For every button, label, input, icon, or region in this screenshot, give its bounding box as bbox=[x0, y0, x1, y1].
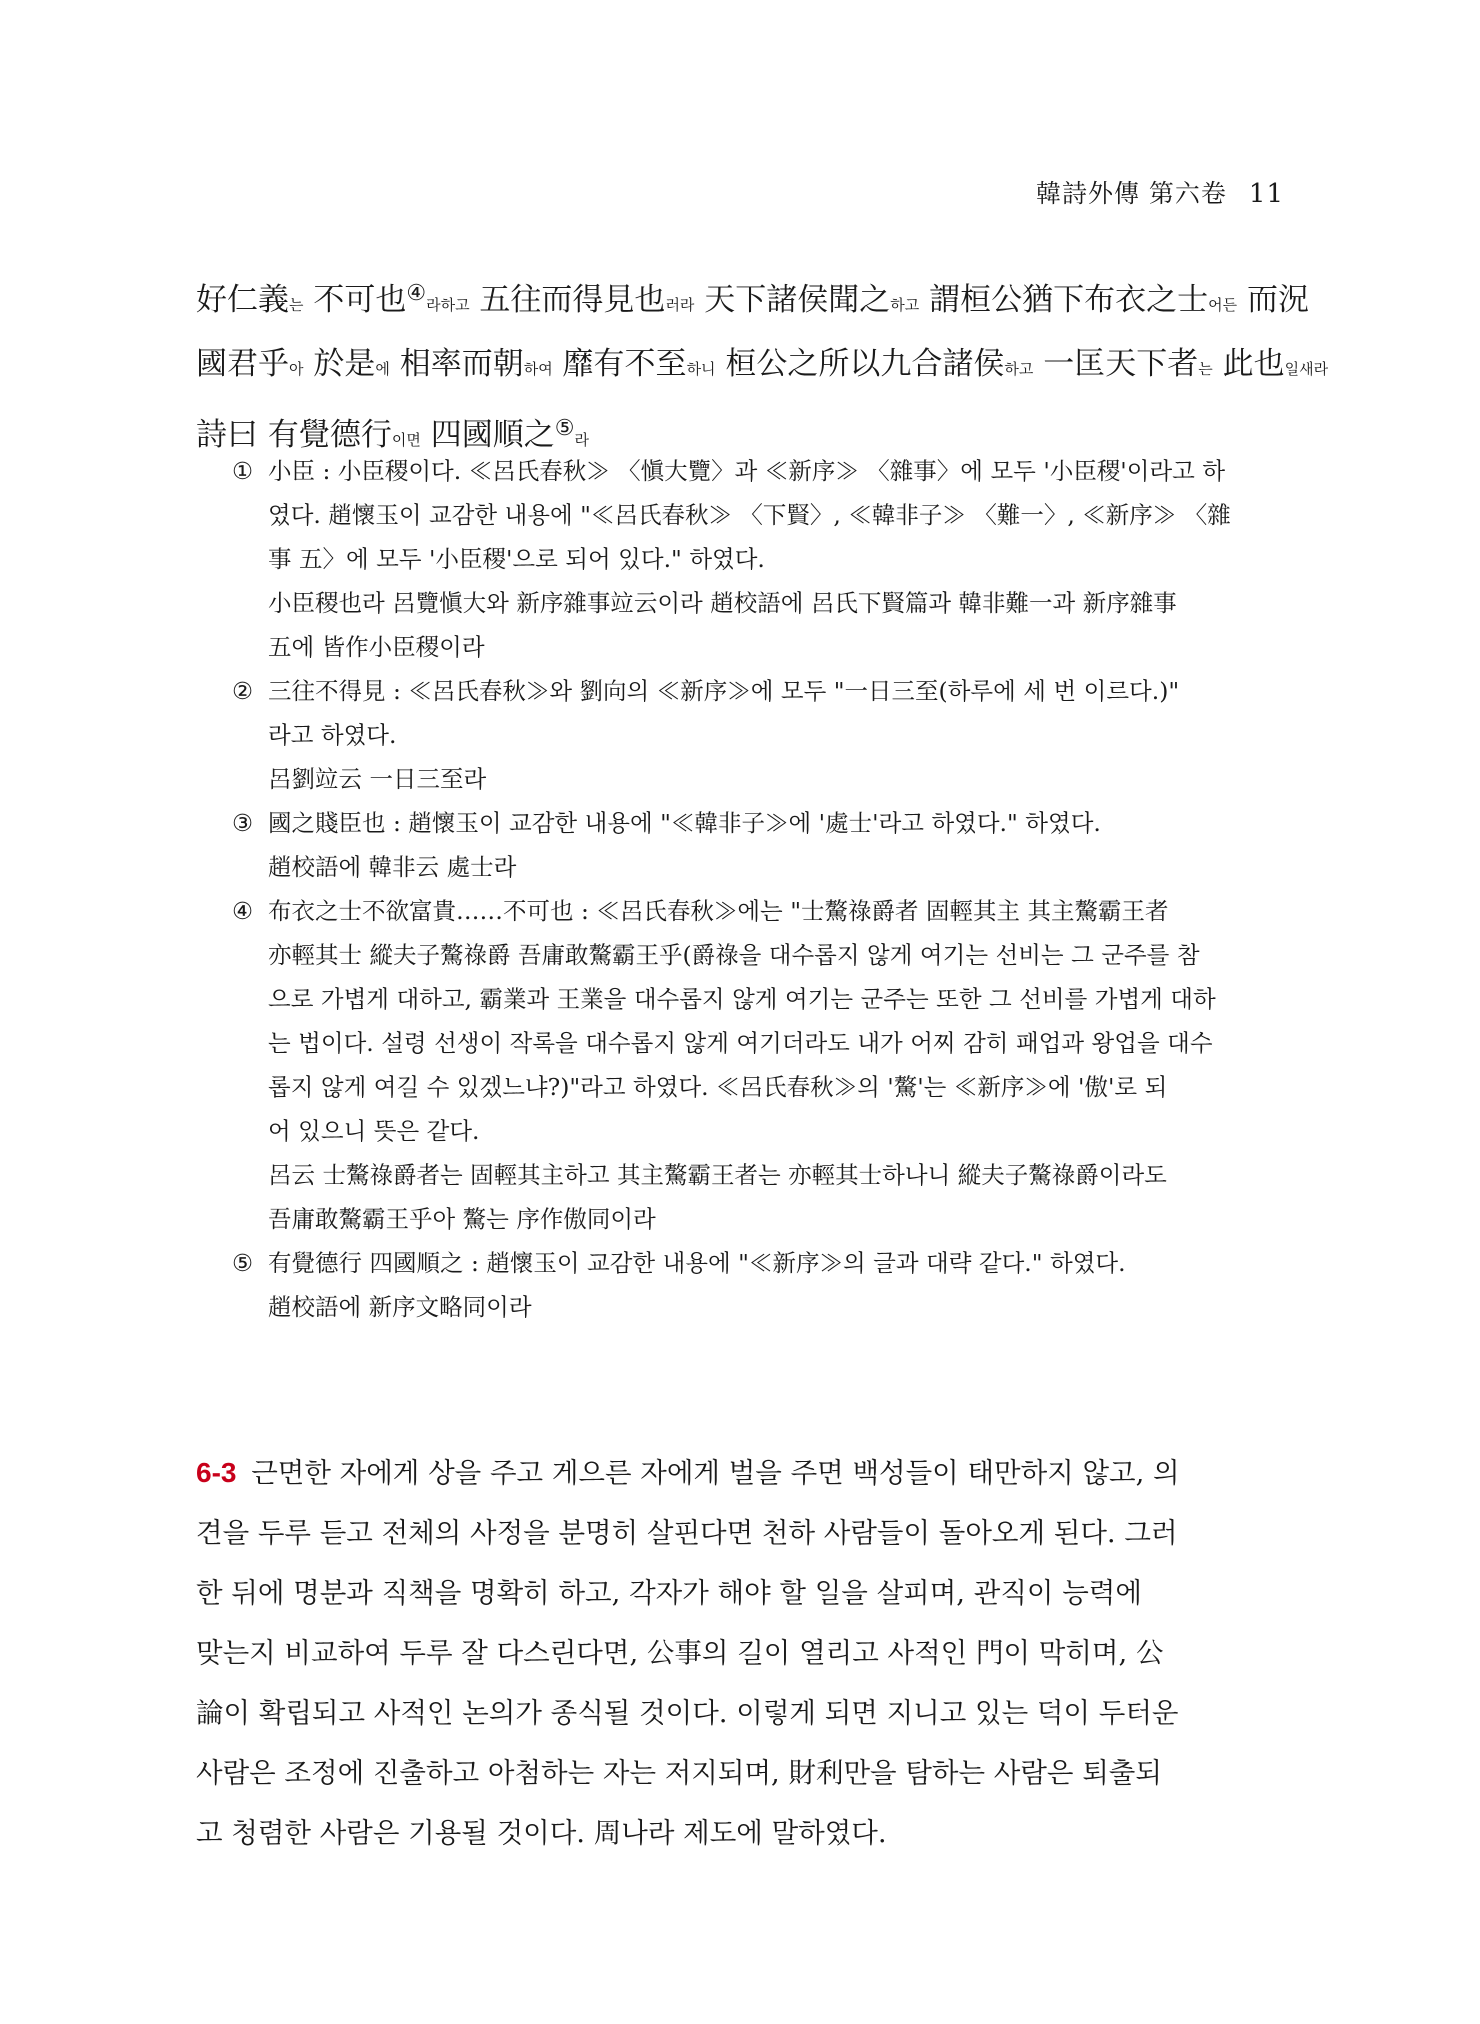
footnote-1: ① 小臣 : 小臣稷이다. ≪呂氏春秋≫ 〈愼大覽〉과 ≪新序≫ 〈雜事〉에 모두 '小臣稷'이라고 하 였다. 趙懷玉이 교감한 내용에 "≪呂氏春秋≫ 〈下賢〉, ≪韓非子≫ 〈難一〉, ≪新序≫ 〈雜 事 五〉에 모두 '小臣稷'으로 되어 있다." 하였다. 小臣稷也라 呂覽愼大와 新序雜事竝云이라 趙校語에 呂氏下賢篇과 韓非難一과 新序雜事 五에 皆作小臣稷이라 bbox=[232, 457, 1231, 661]
footnote-3: ③ 國之賤臣也 : 趙懷玉이 교감한 내용에 "≪韓非子≫에 '處士'라고 하였다." 하였다. 趙校語에 韓非云 處士라 bbox=[232, 809, 1101, 881]
running-header bbox=[1036, 174, 1284, 210]
translation-line: 맞는지 비교하여 두루 잘 다스린다면, 公事의 길이 열리고 사적인 門이 막히며, 公 bbox=[196, 1637, 1164, 1669]
footnote-4: ④ 布衣之士不欲富貴……不可也 : ≪呂氏春秋≫에는 "士驁祿爵者 固輕其主 其主驁霸王者 亦輕其士 縱夫子驁祿爵 吾庸敢驁霸王乎(爵祿을 대수롭지 않게 여기는 선비는 그 군주를 참 으로 가볍게 대하고, 霸業과 王業을 대수롭지 않게 여기는 군주는 또한 그 선비를 가볍게 대하 는 법이다. 설령 선생이 작록을 대수롭지 않게 여기더라도 내가 어찌 감히 패업과 왕업을 대수 롭지 않게 여길 수 있겠느냐?)"라고 하였다. ≪呂氏春秋≫의 '驁'는 ≪新序≫에 '傲'로 되 어 있으니 뜻은 같다. 呂云 士驁祿爵者는 固輕其主하고 其主驁霸王者는 亦輕其士하나니 縱夫子驁祿爵이라도 吾庸敢驁霸王乎아 驁는 序作傲同이라 bbox=[232, 897, 1216, 1233]
book-title: 韓詩外傳 第六卷 bbox=[1035, 179, 1227, 208]
footnotes bbox=[232, 449, 1290, 1329]
translation-section bbox=[196, 1443, 1290, 1863]
original-text bbox=[196, 264, 1329, 470]
original-line: 詩曰 有覺德行이면 四國順之⑤라 bbox=[196, 416, 589, 453]
note-ref-4[interactable]: ④ bbox=[406, 281, 427, 306]
original-line: 好仁義는 不可也④라하고 五往而得見也러라 天下諸侯聞之하고 謂桓公猶下布衣之士어든 而況 bbox=[196, 281, 1309, 318]
translation-line: 한 뒤에 명분과 직책을 명확히 하고, 각자가 해야 할 일을 살피며, 관직이 능력에 bbox=[196, 1577, 1142, 1609]
translation-line: 견을 두루 듣고 전체의 사정을 분명히 살핀다면 천하 사람들이 돌아오게 된다. 그러 bbox=[196, 1517, 1178, 1549]
section-number: 6-3 bbox=[196, 1457, 237, 1488]
translation-line: 고 청렴한 사람은 기용될 것이다. 周나라 제도에 말하였다. bbox=[196, 1817, 887, 1849]
translation-line: 論이 확립되고 사적인 논의가 종식될 것이다. 이렇게 되면 지니고 있는 덕이 두터운 bbox=[196, 1697, 1179, 1729]
translation-line: 사람은 조정에 진출하고 아첨하는 자는 저지되며, 財利만을 탐하는 사람은 퇴출되 bbox=[196, 1757, 1162, 1789]
original-line: 國君乎아 於是에 相率而朝하여 靡有不至하니 桓公之所以九合諸侯하고 一匡天下者는 此也일새라 bbox=[196, 346, 1329, 382]
footnote-5: ⑤ 有覺德行 四國順之 : 趙懷玉이 교감한 내용에 "≪新序≫의 글과 대략 같다." 하였다. 趙校語에 新序文略同이라 bbox=[232, 1249, 1126, 1321]
page-number: 11 bbox=[1248, 179, 1284, 209]
note-ref-5[interactable]: ⑤ bbox=[554, 416, 575, 441]
footnote-2: ② 三往不得見 : ≪呂氏春秋≫와 劉向의 ≪新序≫에 모두 "一日三至(하루에 세 번 이르다.)" 라고 하였다. 呂劉竝云 一日三至라 bbox=[232, 677, 1180, 793]
translation-line: 6-3 근면한 자에게 상을 주고 게으른 자에게 벌을 주면 백성들이 태만하지 않고, 의 bbox=[196, 1457, 1180, 1489]
